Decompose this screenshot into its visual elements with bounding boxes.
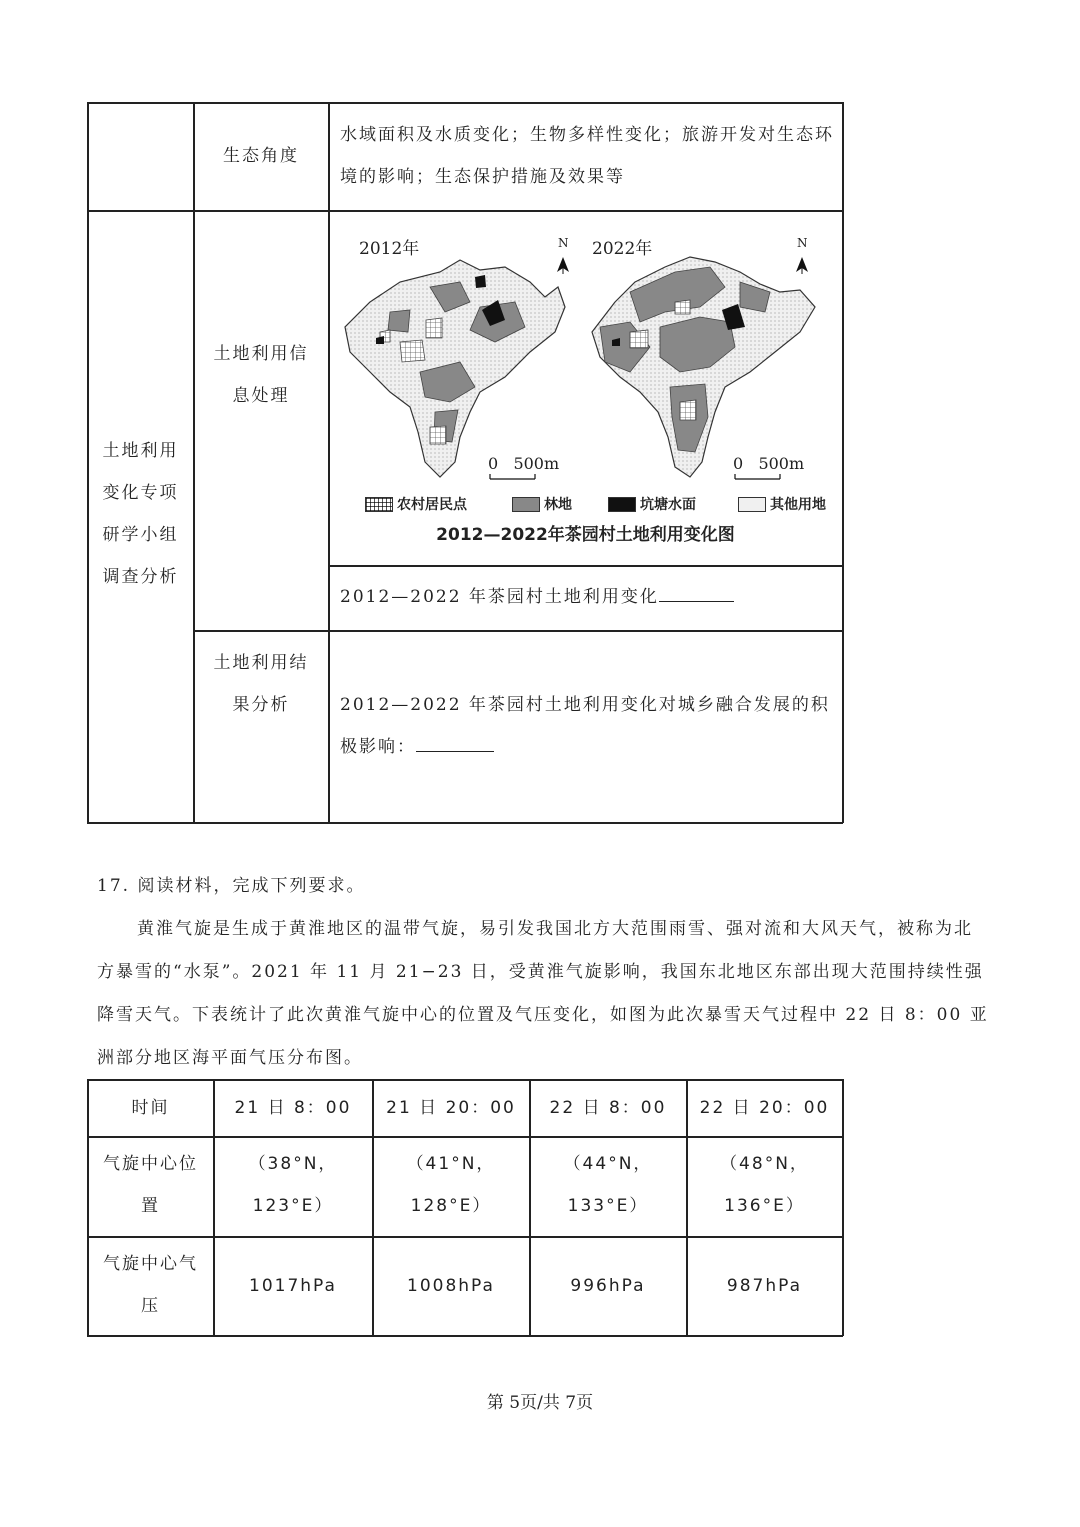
q17-title: 17. 阅读材料，完成下列要求。 (97, 876, 366, 896)
q17-paragraph-line: 黄淮气旋是生成于黄淮地区的温带气旋，易引发我国北方大范围雨雪、强对流和大风天气，被称为北 (137, 919, 973, 939)
t2-position-cell (214, 1143, 372, 1227)
table1-right-border (842, 102, 844, 823)
t2-position-lon: 123°E） (252, 1196, 334, 1216)
t2-pressure-cell: 1008hPa (407, 1276, 495, 1296)
table2-row2-border (87, 1236, 843, 1238)
land-info-label-line: 土地利用信 (213, 344, 309, 364)
legend-label: 农村居民点 (397, 497, 467, 513)
ecology-content-line1: 水域面积及水质变化；生物多样性变化；旅游开发对生态环 (340, 125, 834, 145)
t2-pressure-label-line: 气旋中心气 (103, 1254, 198, 1274)
legend-swatch-gray (512, 497, 540, 512)
map-year-2022: 2022年 (592, 239, 653, 259)
map-2022 (592, 257, 815, 477)
table2-col-border (842, 1079, 844, 1336)
legend-label: 林地 (544, 497, 572, 513)
legend-swatch-black (608, 497, 636, 512)
t2-position-lon: 128°E） (410, 1196, 492, 1216)
land-info-label-line: 息处理 (232, 386, 290, 406)
table2-bottom-border (87, 1335, 843, 1337)
t2-position-label (88, 1143, 213, 1227)
study-group-label (88, 430, 193, 598)
legend-other-land (738, 494, 826, 514)
north-label-right: N (797, 236, 808, 250)
legend-swatch-grid (365, 497, 393, 512)
t2-position-label-line: 置 (141, 1196, 160, 1216)
t2-header-time: 时间 (131, 1098, 170, 1118)
scale-text-left: 0 500m (488, 454, 560, 473)
land-result-label (194, 642, 328, 726)
page-footer: 第 5页/共 7页 (486, 1393, 594, 1413)
study-group-label-line: 研学小组 (102, 525, 179, 545)
ecology-content-line2: 境的影响；生态保护措施及效果等 (340, 167, 625, 187)
t2-pressure-cell: 1017hPa (249, 1276, 337, 1296)
legend-pond-water (608, 494, 696, 514)
t2-header-col: 22 日 8：00 (549, 1098, 667, 1118)
q17-paragraph-line: 洲部分地区海平面气压分布图。 (97, 1048, 363, 1068)
land-result-label-line: 土地利用结 (213, 653, 309, 673)
table2-top-border (87, 1079, 843, 1081)
t2-position-cell (687, 1143, 842, 1227)
scale-text-right: 0 500m (733, 454, 805, 473)
t2-position-lat: （41°N， (406, 1154, 496, 1174)
land-info-label (194, 333, 328, 417)
table1-row2-bottom-border (194, 630, 843, 632)
t2-position-lon: 136°E） (724, 1196, 805, 1216)
t2-position-lat: （44°N， (563, 1154, 653, 1174)
map-2012 (345, 260, 565, 477)
legend-swatch-dots (738, 497, 766, 512)
north-arrow-right (796, 257, 808, 274)
study-group-label-line: 变化专项 (102, 483, 179, 503)
legend-label: 其他用地 (770, 497, 826, 513)
t2-position-cell (373, 1143, 529, 1227)
t2-position-lat: （48°N， (720, 1154, 809, 1174)
t2-header-col: 21 日 8：00 (234, 1098, 352, 1118)
land-result-question-line: 2012—2022 年茶园村土地利用变化对城乡融合发展的积 (340, 695, 830, 715)
t2-pressure-label-line: 压 (141, 1296, 160, 1316)
land-result-question-line: 极影响： (340, 737, 416, 757)
scale-bar-left (490, 474, 535, 479)
t2-pressure-label (88, 1243, 213, 1327)
study-group-label-line: 土地利用 (102, 441, 179, 461)
north-arrow-left (557, 257, 569, 274)
q17-paragraph (97, 908, 997, 1080)
north-label-left: N (558, 236, 569, 250)
t2-position-lat: （38°N， (248, 1154, 338, 1174)
q17-paragraph-line: 方暴雪的“水泵”。2021 年 11 月 21−23 日，受黄淮气旋影响，我国东北地区东部出现大范围持续性强 (97, 962, 984, 982)
legend-forest (512, 494, 572, 514)
t2-header-col: 21 日 20：00 (386, 1098, 516, 1118)
land-result-question (340, 684, 840, 768)
t2-pressure-cell: 996hPa (570, 1276, 646, 1296)
land-change-question (340, 576, 734, 618)
answer-blank[interactable] (659, 600, 734, 602)
scale-bar-right (735, 474, 780, 479)
land-change-question-text: 2012—2022 年茶园村土地利用变化 (340, 587, 659, 607)
table1-bottom-border (87, 822, 843, 824)
t2-pressure-cell: 987hPa (726, 1276, 803, 1296)
t2-position-lon: 133°E） (567, 1196, 649, 1216)
table1-map-bottom-border (328, 565, 843, 567)
legend-label: 坑塘水面 (640, 497, 696, 513)
legend-rural-settlement (365, 494, 467, 514)
study-group-label-line: 调查分析 (102, 567, 179, 587)
map-year-2012: 2012年 (359, 239, 420, 259)
ecology-content (340, 114, 840, 198)
map-caption: 2012—2022年茶园村土地利用变化图 (436, 525, 735, 545)
land-result-label-line: 果分析 (232, 695, 290, 715)
ecology-label: 生态角度 (223, 146, 299, 166)
t2-header-col: 22 日 20：00 (699, 1098, 830, 1118)
t2-position-cell (530, 1143, 686, 1227)
table2-row1-border (87, 1136, 843, 1138)
table1-top-border (87, 102, 843, 104)
t2-position-label-line: 气旋中心位 (103, 1154, 198, 1174)
answer-blank[interactable] (416, 750, 494, 752)
q17-paragraph-line: 降雪天气。下表统计了此次黄淮气旋中心的位置及气压变化，如图为此次暴雪天气过程中 22 日 8：00 亚 (97, 1005, 989, 1025)
